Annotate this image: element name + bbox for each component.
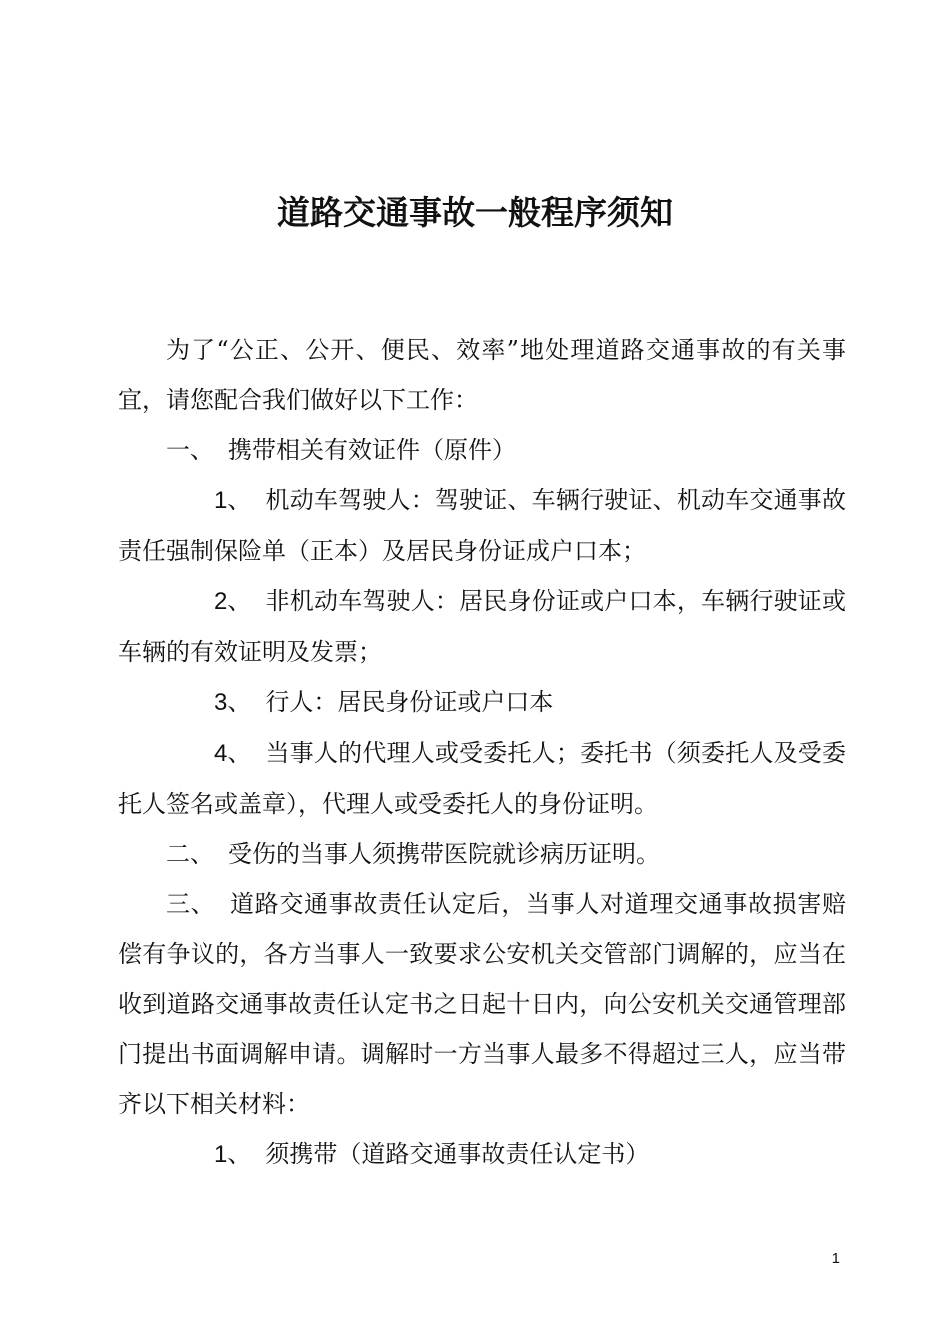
intro-paragraph: 为了“公正、公开、便民、效率”地处理道路交通事故的有关事宜，请您配合我们做好以下工作：: [118, 336, 846, 414]
item-marker: 1、: [214, 1141, 252, 1168]
section-3: [118, 879, 846, 1129]
section-2: [118, 829, 846, 879]
item-text: 须携带（道路交通事故责任认定书）: [265, 1140, 650, 1168]
section-3-marker: 三、: [166, 890, 216, 918]
item-text: 非机动车驾驶人：居民身份证或户口本，车辆行驶证或车辆的有效证明及发票；: [118, 587, 846, 666]
page-number: 1: [831, 1250, 840, 1267]
section-3-item-1: [118, 1129, 846, 1180]
item-marker: 3、: [214, 689, 252, 716]
document-title: 道路交通事故一般程序须知: [277, 193, 673, 232]
document-body: [118, 325, 846, 1180]
section-2-text: 受伤的当事人须携带医院就诊病历证明。: [228, 840, 660, 868]
section-1-item-2: [118, 576, 846, 677]
item-marker: 2、: [214, 588, 252, 615]
item-marker: 4、: [214, 740, 252, 767]
section-1-heading-text: 携带相关有效证件（原件）: [228, 436, 516, 464]
item-text: 机动车驾驶人：驾驶证、车辆行驶证、机动车交通事故责任强制保险单（正本）及居民身份证成户口本；: [118, 486, 846, 565]
section-1-heading: [118, 425, 846, 475]
item-text: 当事人的代理人或受委托人；委托书（须委托人及受委托人签名或盖章），代理人或受委托人的身份证明。: [118, 739, 846, 818]
item-text: 行人：居民身份证或户口本: [265, 688, 554, 716]
section-2-marker: 二、: [166, 840, 214, 868]
section-1-marker: 一、: [166, 436, 214, 464]
item-marker: 1、: [214, 487, 252, 514]
section-1-item-3: [118, 677, 846, 728]
section-3-text: 道路交通事故责任认定后，当事人对道理交通事故损害赔偿有争议的，各方当事人一致要求公安机关交管部门调解的，应当在收到道路交通事故责任认定书之日起十日内，向公安机关交通管理部门提出书面调解申请。调解时一方当事人最多不得超过三人，应当带齐以下相关材料：: [118, 890, 847, 1118]
section-1-item-4: [118, 728, 846, 829]
section-1-item-1: [118, 475, 846, 576]
